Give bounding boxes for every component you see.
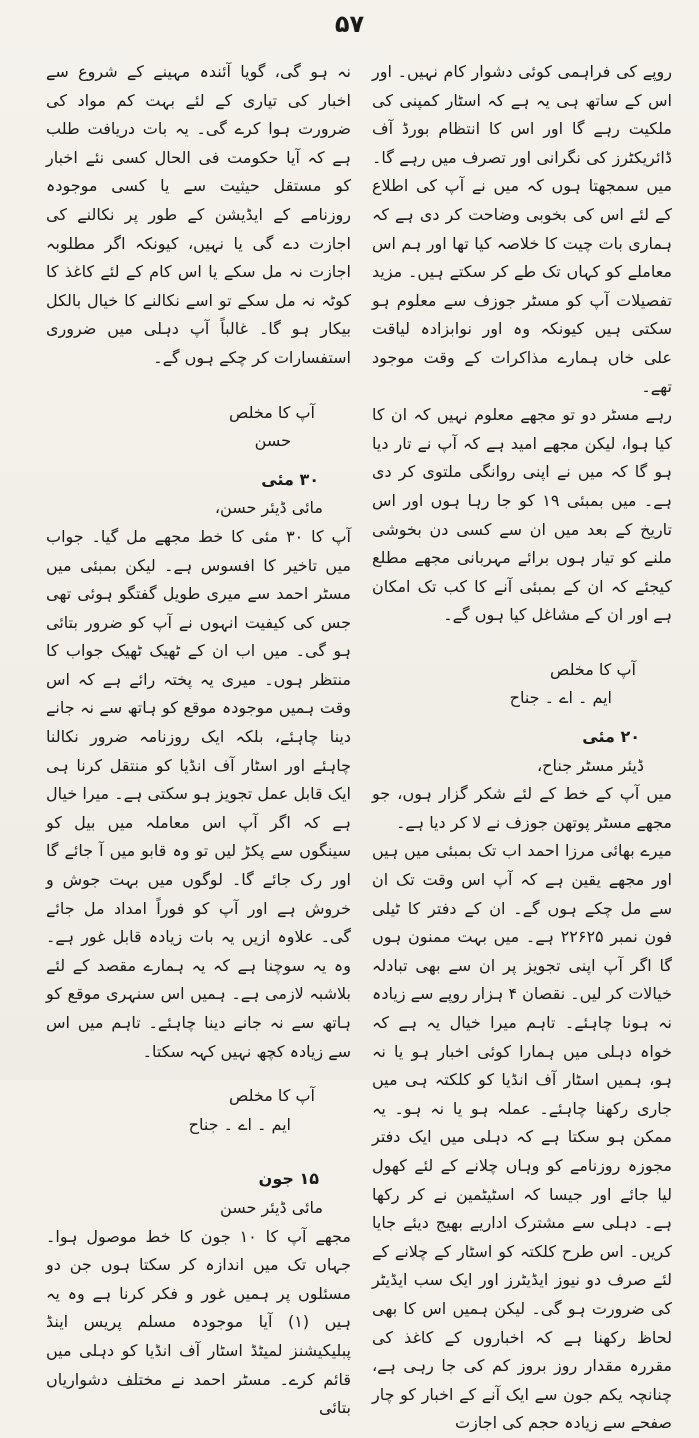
letter-salutation: ڈیئر مسٹر جناح، — [537, 755, 644, 775]
letter-paragraph: مجھے آپ کا ۱۰ جون کا خط موصول ہوا۔ جہاں تک میں اندازہ کر سکتا ہوں جن دو مسئلوں پر ہمیں غور و فکر کرنا ہے وہ یہ ہیں (۱) آیا موجودہ مسلم پریس اینڈ پبلیکیشنز لمیٹڈ اسٹار آف انڈیا کو دہلی میں قائم کرے۔ مسٹر احمد نے مختلف دشواریاں بتائی — [46, 1226, 352, 1418]
letter-paragraph: نہ ہو گی، گویا آئندہ مہینے کے شروع سے اخبار کی تیاری کے لئے بہت کم مواد کی ضرورت ہوا کرے گی۔ یہ بات دریافت طلب ہے کہ آیا حکومت فی الحال کسی نئے اخبار کو مستقل حیثیت سے یا کسی موجودہ روزنامے کے ایڈیشن کے طور پر نکالنے کی اجازت دے گی یا نہیں، کیونکہ اگر مطلوبہ اجازت نہ مل سکے یا اس کام کے لئے کاغذ کا کوٹہ نہ مل سکے تو اسے نکالنے کا خیال بالکل بیکار ہو گا۔ غالباً آپ دہلی میں ضروری استفسارات کر چکے ہوں گے۔ — [46, 62, 351, 367]
right-column — [372, 58, 673, 1433]
letter-date: ۲۰ مئی — [582, 727, 640, 747]
letter-signature: ایم ۔ اے ۔ جناح — [188, 1114, 291, 1134]
letter-paragraph: رہے مسٹر دو تو مجھے معلوم نہیں کہ ان کا کیا ہوا، لیکن مجھے امید ہے کہ آپ نے تار دیا ہو گا کہ میں نے اپنی روانگی ملتوی کر دی ہے۔ میں بمبئی ۱۹ کو جا رہا ہوں اور اس تاریخ کے بعد میں ان سے کسی دن بخوشی ملنے کو تیار ہوں برائے مہربانی مجھے مطلع کیجئے کہ ان کے بمبئی آنے کا کب تک امکان ہے اور ان کے مشاغل کیا ہوں گے۔ — [372, 405, 673, 625]
letter-signature: ایم ۔ اے ۔ جناح — [509, 688, 612, 708]
letter-paragraph: روپے کی فراہمی کوئی دشوار کام نہیں۔ اور اس کے ساتھ ہی یہ ہے کہ اسٹار کمپنی کی ملکیت رہے گا اور اس کا انتظام بورڈ آف ڈائریکٹرز کی نگرانی اور تصرف میں رہے گا۔ میں سمجھتا ہوں کہ میں نے آپ کی اطلاع کے لئے اس کی بخوبی وضاحت کر دی ہے کہ ہماری بات چیت کا خلاصہ کیا تھا اور ہم اس معاملے کو کہاں تک طے کر سکتے ہیں۔ مزید تفصیلات آپ کو مسٹر جوزف سے معلوم ہو سکتی ہیں کیونکہ وہ اور نوابزادہ لیاقت علی خاں ہمارے مذاکرات کے وقت موجود تھے۔ — [372, 62, 672, 396]
letter-date: ۱۵ جون — [258, 1169, 319, 1189]
left-column — [46, 58, 352, 1418]
page-number: ۵۷ — [334, 10, 365, 38]
letter-paragraph: میرے بھائی مرزا احمد اب تک بمبئی میں ہیں اور مجھے یقین ہے کہ آپ اس وقت تک ان سے مل چکے ہوں گے۔ ان کے دفتر کا ٹیلی فون نمبر ۲۲۶۲۵ ہے۔ میں بہت ممنون ہوں گا اگر آپ اپنی تجویز پر ان سے بھی تبادلہ خیالات کر لیں۔ نقصان ۴ ہزار روپے سے زیادہ نہ ہونا چاہئے۔ تاہم میرا خیال یہ ہے کہ خواہ دہلی میں ہمارا کوئی اخبار ہو یا نہ ہو، ہمیں اسٹار آف انڈیا کو کلکتہ ہی میں جاری رکھنا چاہئے۔ عملہ ہو یا نہ ہو۔ یہ ممکن ہو سکتا ہے کہ دہلی میں ایک دفتر مجوزہ روزنامے کو وہاں چلانے کے لئے کھول لیا جائے اور جیسا کہ اسٹیٹمین نے کر رکھا ہے۔ دہلی سے مشترک اداریے بھیج دیئے جایا کریں۔ اس طرح کلکتہ کو اسٹار کے چلانے کے لئے صرف دو نیوز ایڈیٹرز اور ایک سب ایڈیٹر کی ضرورت ہو گی۔ لیکن ہمیں اس کا بھی لحاظ رکھنا ہے کہ اخباروں کے کاغذ کی مقررہ مقدار روز بروز کم کی جا رہی ہے، چنانچہ یکم جون سے ایک آنے کے اخبار کو چار صفحے سے زیادہ حجم کی اجازت — [372, 841, 672, 1433]
letter-paragraph: میں آپ کے خط کے لئے شکر گزار ہوں، جو مجھے مسٹر پوتھن جوزف نے لا کر دیا ہے۔ — [372, 784, 672, 832]
letter-closing: آپ کا مخلص — [550, 659, 636, 679]
letter-date: ۳۰ مئی — [261, 469, 319, 489]
letter-salutation: مائی ڈیئر حسن — [220, 1197, 323, 1217]
letter-closing: آپ کا مخلص — [229, 402, 315, 422]
letter-signature: حسن — [254, 431, 291, 451]
letter-paragraph: آپ کا ۳۰ مئی کا خط مجھے مل گیا۔ جواب میں تاخیر کا افسوس ہے۔ لیکن بمبئی میں مسٹر احمد سے میری طویل گفتگو ہوئی تھی جس کی کیفیت انہوں نے آپ کو ضرور بتائی ہو گی۔ میں اب ان کے ٹھیک ٹھیک جواب کا منتظر ہوں۔ میری یہ پختہ رائے ہے کہ اس وقت ہمیں موجودہ موقع کو ہاتھ سے نہ جانے دینا چاہئے، بلکہ ایک روزنامہ ضرور نکالنا چاہئے اور اسٹار آف انڈیا کو منتقل کرنا ہی ایک قابل عمل تجویز ہو سکتی ہے۔ میرا خیال ہے کہ اگر آپ اس معاملہ میں بیل کو سینگوں سے پکڑ لیں تو وہ قابو میں آ جائے گا اور رک جائے گا۔ لوگوں میں بہت جوش و خروش ہے اور آپ کو فوراً امداد مل جائے گی۔ علاوہ ازیں یہ بات زیادہ قابل غور ہے۔ وہ یہ سوچنا ہے کہ یہ ہمارے مقصد کے لئے بلاشبہ لازمی ہے۔ ہمیں اس سنہری موقع کو ہاتھ سے نہ جانے دینا چاہئے۔ تاہم میں اس سے زیادہ کچھ نہیں کہہ سکتا۔ — [46, 526, 351, 1061]
letter-closing: آپ کا مخلص — [229, 1086, 315, 1106]
letter-salutation: مائی ڈیئر حسن، — [214, 498, 323, 518]
